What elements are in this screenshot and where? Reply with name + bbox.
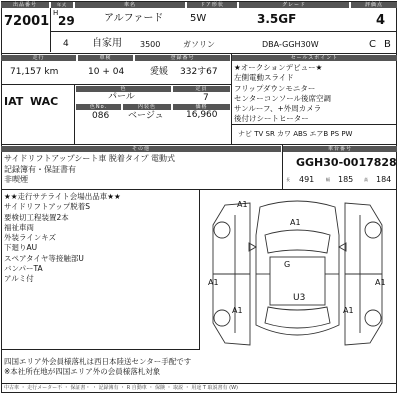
footer-note: 四国エリア外会員様落札は西日本陸送センター手配です [4, 357, 192, 366]
note-line: 福祉車両 [4, 222, 34, 232]
label-other: その他 [1, 146, 281, 152]
divider [1, 84, 231, 85]
label-color-no: 色No. [76, 104, 121, 110]
equipment-list: ナビ TV SR カワ ABS エアB PS PW [238, 130, 353, 138]
sales-point: センターコンソール後席空調 [234, 93, 332, 103]
engine-grade: 3.5GF [257, 12, 297, 26]
car-name: アルファード [104, 13, 164, 24]
label-height: 高 [364, 177, 368, 182]
usage: 自家用 [92, 38, 122, 49]
divider [231, 53, 232, 144]
label-name: 車名 [75, 2, 185, 8]
divider [74, 84, 75, 144]
label-door: ドア形状 [187, 2, 237, 8]
divider [1, 383, 397, 384]
label-lot: 出品番号 [1, 2, 49, 8]
note-line: 外装ラインキズ [4, 233, 57, 243]
sales-point: サンルーフ、+外周カメラ [234, 104, 322, 114]
note-line: アルミ付 [4, 274, 34, 284]
sales-point: フリップダウンモニター [234, 83, 316, 93]
inspection-value: 10 + 04 [88, 67, 125, 77]
note-line: サイドリフトアップ脱着S [4, 202, 90, 212]
label-reg: 登録番号 [135, 55, 230, 61]
divider [51, 31, 397, 32]
sales-point: 後付けシートヒーター [234, 114, 309, 124]
footer-notes [4, 357, 191, 377]
score-value: 4 [376, 13, 386, 28]
note-line: ★★走行サテライト会場出品車★★ [4, 192, 121, 201]
chassis-number: GGH30-0017828 [296, 156, 397, 169]
color-code: 086 [92, 111, 110, 121]
grade-code: 5W [190, 13, 207, 24]
note-line: 要検切工程装置2本 [4, 212, 69, 222]
year-value: 29 [58, 14, 75, 28]
sales-point: 左側電動スライド [234, 73, 294, 83]
interior-color: ベージュ [128, 111, 164, 121]
dim-length: 491 [299, 175, 315, 184]
extra-info-line: 非喫煙 [4, 175, 28, 184]
divider [50, 8, 51, 52]
label-seats: 定員 [173, 86, 230, 92]
color-value: パール [108, 92, 135, 102]
label-inspection: 車検 [78, 55, 133, 61]
price-value: 16,960 [186, 110, 218, 120]
label-mileage: 走行 [1, 55, 76, 61]
door-count: 4 [63, 39, 69, 49]
label-score: 評価点 [351, 2, 397, 8]
year-era: H [53, 9, 59, 17]
label-grade: グレード [239, 2, 349, 8]
displacement: 3500 [140, 40, 161, 49]
sales-points-list [234, 63, 331, 125]
damage-roof: G [284, 260, 291, 269]
damage-right-side: A1 [375, 278, 386, 287]
extra-info [4, 154, 175, 186]
dim-height: 184 [376, 175, 392, 184]
bottom-line: 中古車 ・ 走行メーター不 ・ 保証書・ ・ 記録簿有 ・ R 自動車 ・ 保険 ・ 取説 ・ 用途 T 取説書有 (W) [4, 385, 238, 391]
transmission: IAT [4, 95, 24, 108]
damage-bottom: U3 [293, 293, 306, 303]
fuel: ガソリン [183, 40, 215, 49]
inspector-notes [4, 192, 121, 285]
label-length: 長 [286, 177, 290, 182]
footer-note: ※本社所在地が四国エリア外の会員様落札対象 [4, 367, 161, 376]
note-line: 下廻りAU [4, 243, 38, 253]
damage-rear-top: A1 [290, 218, 301, 227]
seats-value: 7 [203, 93, 209, 103]
sales-point: ★オークションデビュー★ [234, 63, 323, 72]
label-chassis: 車台番号 [283, 146, 397, 152]
model-code: DBA-GGH30W [262, 40, 319, 49]
reg-number: 332す67 [180, 67, 218, 77]
divider [199, 189, 200, 349]
label-price: 価格 [173, 104, 230, 110]
divider [1, 53, 397, 54]
note-line: スペアタイヤ等接触部U [4, 253, 84, 263]
damage-left-side: A1 [208, 278, 219, 287]
extra-info-line: サイドリフトアップシート車 脱着タイプ 電動式 [4, 154, 176, 163]
divider [1, 144, 397, 145]
interior-grade: C [369, 39, 376, 50]
lot-number: 72001 [4, 14, 50, 29]
exterior-grade: B [384, 39, 391, 50]
region: 愛媛 [150, 67, 169, 77]
dim-width: 185 [338, 175, 354, 184]
label-color: 色 [76, 86, 171, 92]
label-interior: 内装色 [123, 104, 171, 110]
label-width: 幅 [326, 177, 330, 182]
note-line: バンパーTA [4, 264, 43, 274]
damage-bottom-left: A1 [232, 306, 243, 315]
divider [231, 124, 397, 125]
label-sales-point: セールスポイント [232, 55, 397, 61]
damage-bottom-right: A1 [343, 306, 354, 315]
divider [282, 144, 283, 189]
divider [1, 349, 200, 350]
extra-info-line: 記録簿有・保証書有 [4, 164, 76, 174]
damage-front-left: A1 [237, 200, 248, 209]
label-year: 年式 [51, 2, 73, 8]
ac-type: WAC [30, 95, 59, 108]
mileage-value: 71,157 km [10, 67, 59, 77]
